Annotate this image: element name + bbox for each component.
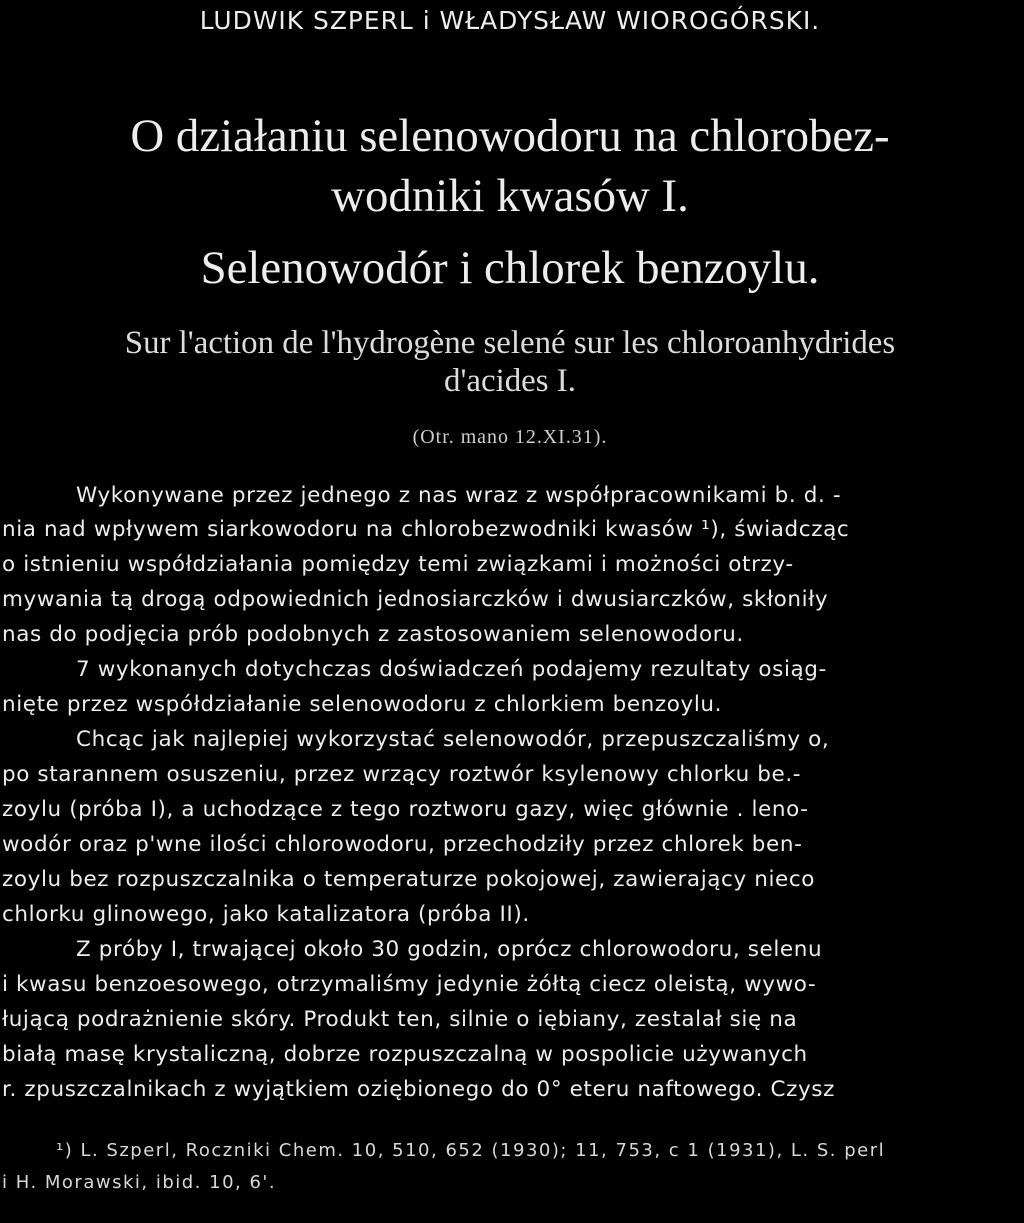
body-line-text: wodór oraz p'wne ilości chlorowodoru, przechodziły przez chlorek ben-: [2, 832, 803, 857]
french-title-line-2: d'acides I.: [444, 363, 576, 399]
body-line: [0, 692, 1024, 722]
body-line: [0, 657, 1024, 687]
body-line-text: łującą podrażnienie skóry. Produkt ten, silnie o iębiany, zestalał się na: [2, 1007, 798, 1032]
footnote-text: ¹) L. Szperl, Roczniki Chem. 10, 510, 652 (1930); 11, 753, c 1 (1931), L. S. perl: [56, 1140, 886, 1161]
body-line-text: po starannem osuszeniu, przez wrzący roztwór ksylenowy chlorku be.-: [2, 762, 802, 787]
body-line-text: i kwasu benzoesowego, otrzymaliśmy jedynie żółtą ciecz oleistą, wywo-: [2, 972, 817, 997]
body-line: [0, 832, 1024, 862]
body-line-text: 7 wykonanych dotychczas doświadczeń podajemy rezultaty osiąg-: [76, 657, 827, 682]
body-line-text: nia nad wpływem siarkowodoru na chlorobezwodniki kwasów ¹), świadcząc: [2, 517, 850, 542]
body-line: [0, 902, 1024, 932]
body-line-text: nięte przez współdziałanie selenowodoru z chlorkiem benzoylu.: [2, 692, 723, 717]
article-subtitle: Selenowodór i chlorek benzoylu.: [200, 242, 820, 294]
body-line-text: Wykonywane przez jednego z nas wraz z współpracownikami b. d. -: [76, 483, 842, 508]
body-line-text: o istnieniu współdziałania pomiędzy temi związkami i możności otrzy-: [2, 552, 794, 577]
body-line-text: mywania tą drogą odpowiednich jednosiarczków i dwusiarczków, skłoniły: [2, 587, 829, 612]
footnote-text: i H. Morawski, ibid. 10, 6'.: [2, 1172, 277, 1193]
body-line: [0, 1007, 1024, 1037]
body-line-text: zoylu bez rozpuszczalnika o temperaturze pokojowej, zawierający nieco: [2, 867, 816, 892]
body-line-text: białą masę krystaliczną, dobrze rozpuszczalną w pospolicie używanych: [2, 1042, 808, 1067]
body-line: [0, 552, 1024, 582]
body-line: [0, 727, 1024, 757]
article-title-line-2: wodniki kwasów I.: [331, 170, 689, 222]
body-line-text: zoylu (próba I), a uchodzące z tego roztworu gazy, więc głównie . leno-: [2, 797, 809, 822]
french-title-line-1: Sur l'action de l'hydrogène selené sur les chloroanhydrides: [124, 325, 896, 361]
body-line-text: r. zpuszczalnikach z wyjątkiem oziębionego do 0° eteru naftowego. Czysz: [2, 1077, 835, 1102]
body-line: [0, 867, 1024, 897]
body-line: [0, 587, 1024, 617]
body-line-text: nas do podjęcia prób podobnych z zastosowaniem selenowodoru.: [2, 622, 744, 647]
body-line: [0, 517, 1024, 547]
body-line-text: chlorku glinowego, jako katalizatora (próba II).: [2, 902, 530, 927]
received-date: (Otr. mano 12.XI.31).: [412, 426, 608, 448]
body-line-text: Chcąc jak najlepiej wykorzystać selenowodór, przepuszczaliśmy o,: [76, 727, 830, 752]
body-line: [0, 483, 1024, 513]
body-line: [0, 622, 1024, 652]
body-line: [0, 1042, 1024, 1072]
body-line: [0, 762, 1024, 792]
body-line: [0, 1077, 1024, 1107]
body-line: [0, 972, 1024, 1002]
body-line: [0, 797, 1024, 827]
article-title-line-1: O działaniu selenowodoru na chlorobez-: [130, 110, 890, 162]
body-line: [0, 937, 1024, 967]
body-line-text: Z próby I, trwającej około 30 godzin, oprócz chlorowodoru, selenu: [76, 937, 823, 962]
authors-header: LUDWIK SZPERL i WŁADYSŁAW WIOROGÓRSKI.: [199, 6, 821, 35]
